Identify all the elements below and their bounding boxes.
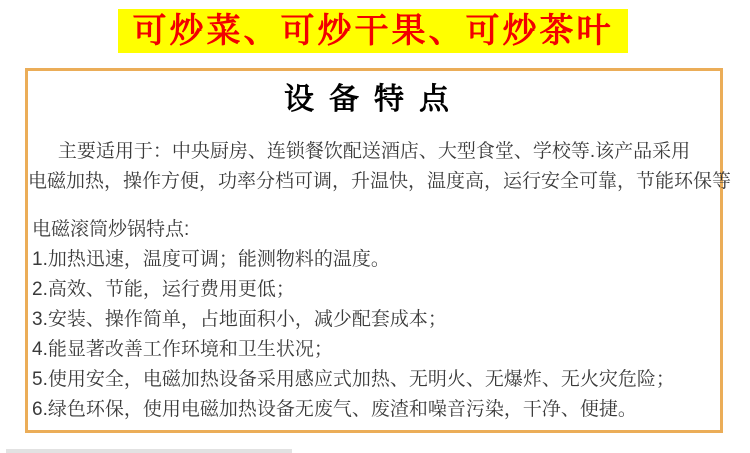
promo-banner-text: 可炒菜、可炒干果、可炒茶叶	[132, 12, 614, 50]
features-list	[28, 215, 720, 425]
feature-item: 3.安装、操作简单，占地面积小，减少配套成本；	[32, 309, 447, 330]
feature-item: 2.高效、节能，运行费用更低；	[32, 279, 295, 300]
feature-item: 6.绿色环保，使用电磁加热设备无废气、废渣和噪音污染，干净、便捷。	[32, 399, 637, 420]
equipment-features-panel	[25, 68, 732, 433]
promo-banner	[118, 9, 628, 53]
intro-paragraph	[28, 137, 732, 197]
feature-item: 5.使用安全，电磁加热设备采用感应式加热、无明火、无爆炸、无火灾危险；	[32, 369, 675, 390]
feature-item: 1.加热迅速，温度可调；能测物料的温度。	[32, 249, 390, 270]
intro-line: 电磁加热，操作方便，功率分档可调，升温快，温度高，运行安全可靠，节能环保等	[28, 171, 732, 192]
intro-line: 主要适用于：中央厨房、连锁餐饮配送酒店、大型食堂、学校等.该产品采用	[57, 141, 691, 162]
feature-item: 4.能显著改善工作环境和卫生状况；	[32, 339, 333, 360]
cutoff-element-bar	[6, 449, 292, 453]
panel-title: 设备特点	[284, 83, 464, 116]
features-heading: 电磁滚筒炒锅特点:	[32, 219, 190, 240]
